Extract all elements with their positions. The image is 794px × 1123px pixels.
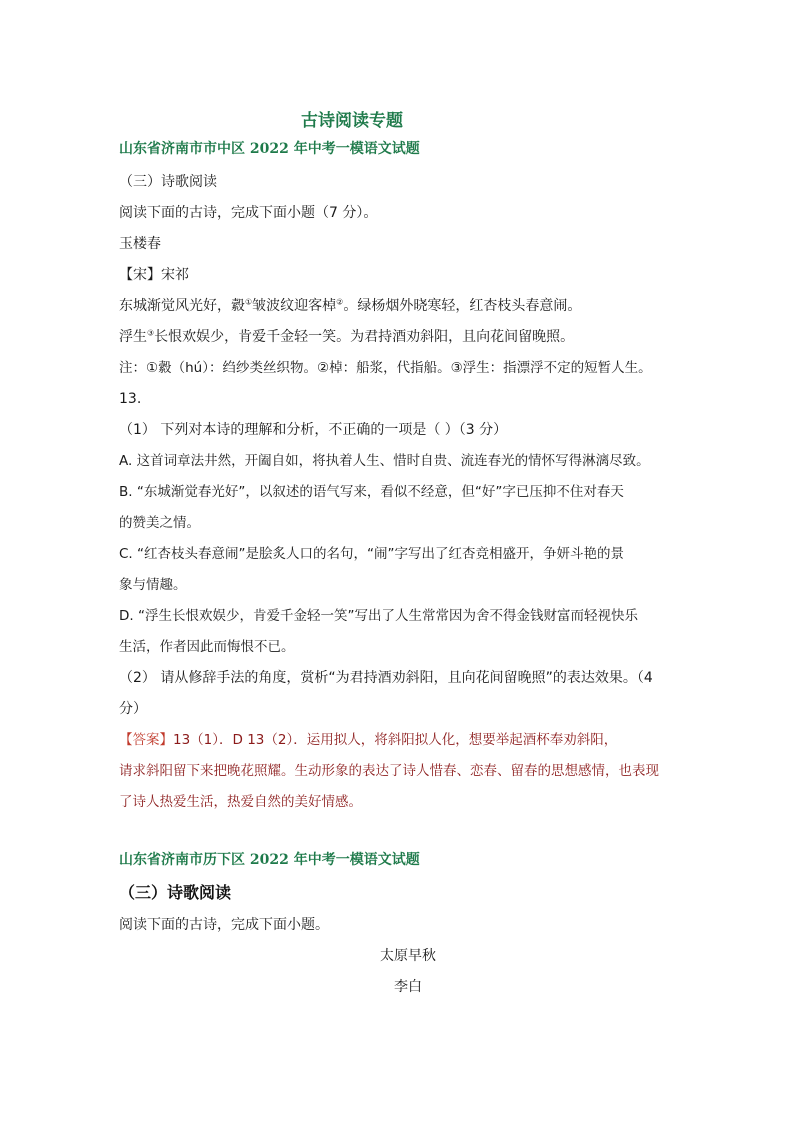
poem-title: 玉楼春 xyxy=(119,236,161,252)
question-number: 13. xyxy=(119,391,142,407)
section2-source: 山东省济南市历下区 2022 年中考一模语文试题 xyxy=(119,852,420,868)
question-2-line-1: （2） 请从修辞手法的角度，赏析“为君持酒劝斜阳，且向花间留晚照”的表达效果。（4 xyxy=(119,670,653,686)
poem-line-2-a: 浮生 xyxy=(119,329,147,345)
answer-line-2: 请求斜阳留下来把晚花照耀。生动形象的表达了诗人惜春、恋春、留春的思想感情，也表现 xyxy=(119,763,659,779)
section1-instruction: 阅读下面的古诗，完成下面小题（7 分）。 xyxy=(119,205,378,221)
option-b-line-2: 的赞美之情。 xyxy=(119,515,200,531)
section2-heading: （三）诗歌阅读 xyxy=(119,883,232,902)
answer-line-1 xyxy=(119,730,617,750)
option-c-line-2: 象与情趣。 xyxy=(119,577,187,593)
poem-notes: 注：①縠（hú）：绉纱类丝织物。②棹：船浆，代指船。③浮生：指漂浮不定的短暂人生。 xyxy=(119,360,652,376)
question-1: （1） 下列对本诗的理解和分析，不正确的一项是（ ）（3 分） xyxy=(119,422,508,438)
poem-line-1-b: 皱波纹迎客棹 xyxy=(252,298,337,314)
option-a: A. 这首词章法井然，开阖自如，将执着人生、惜时自贵、流连春光的情怀写得淋漓尽致。 xyxy=(119,453,650,469)
answer-line-3: 了诗人热爱生活，热爱自然的美好情感。 xyxy=(119,794,362,810)
option-b-line-1: B. “东城渐觉春光好”，以叙述的语气写来，看似不经意，但“好”字已压抑不住对春天 xyxy=(119,484,624,500)
question-2-line-2: 分） xyxy=(119,701,147,717)
option-d-line-1: D. “浮生长恨欢娱少，肯爱千金轻一笑”写出了人生常常因为舍不得金钱财富而轻视快乐 xyxy=(119,608,638,624)
option-c-line-1: C. “红杏枝头春意闹”是脍炙人口的名句，“闹”字写出了红杏竞相盛开，争妍斗艳的景 xyxy=(119,546,624,562)
note-marker-3: ③ xyxy=(147,328,155,338)
note-marker-1: ① xyxy=(245,297,253,307)
poem-line-1-a: 东城渐觉风光好，縠 xyxy=(119,298,245,314)
section1-heading: （三）诗歌阅读 xyxy=(119,174,217,190)
section2-instruction: 阅读下面的古诗，完成下面小题。 xyxy=(119,917,329,933)
poem-line-1 xyxy=(119,296,581,316)
poem-line-2 xyxy=(119,327,574,347)
poem2-author: 李白 xyxy=(394,979,422,995)
note-marker-2: ② xyxy=(336,297,344,307)
poem2-title: 太原早秋 xyxy=(380,948,436,964)
poem-author: 【宋】宋祁 xyxy=(119,267,189,283)
page-title: 古诗阅读专题 xyxy=(301,111,403,131)
option-d-line-2: 生活，作者因此而悔恨不已。 xyxy=(119,639,295,655)
section1-source: 山东省济南市市中区 2022 年中考一模语文试题 xyxy=(119,141,420,157)
answer-text-1: 13（1）．D 13（2）．运用拟人，将斜阳拟人化，想要举起酒杯奉劝斜阳， xyxy=(173,732,618,748)
answer-label: 【答案】 xyxy=(119,732,173,748)
poem-line-1-c: 。绿杨烟外晓寒轻，红杏枝头春意闹。 xyxy=(343,298,582,314)
poem-line-2-b: 长恨欢娱少，肯爱千金轻一笑。为君持酒劝斜阳，且向花间留晚照。 xyxy=(154,329,575,345)
